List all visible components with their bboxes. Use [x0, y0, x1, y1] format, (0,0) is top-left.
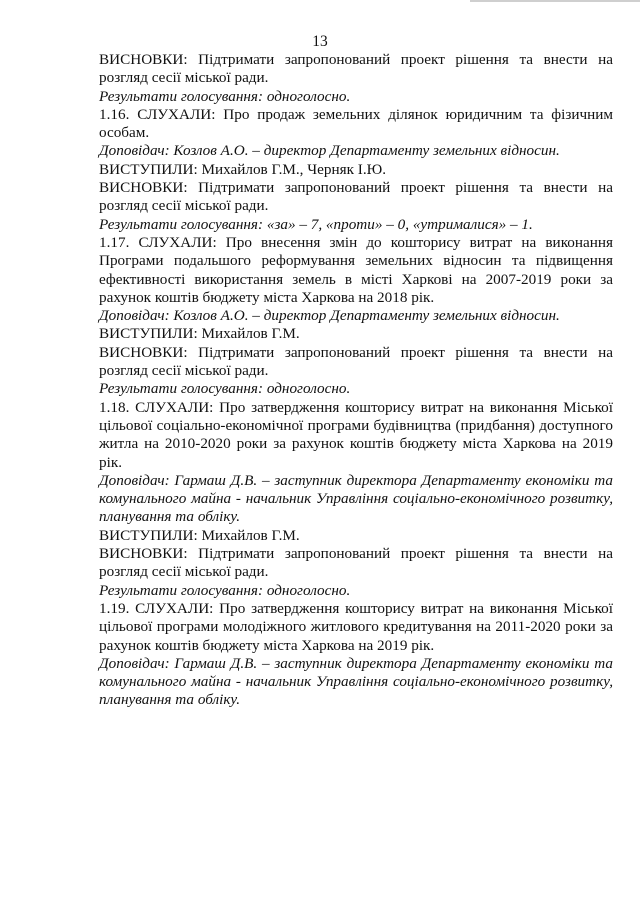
vote-result: Результати голосування: «за» – 7, «проти» – 0, «утрималися» – 1.	[99, 215, 533, 233]
conclusion-text: ВИСНОВКИ: Підтримати запропонований проект рішення та внести на розгляд сесії міської ради.	[99, 545, 613, 581]
speakers-text: ВИСТУПИЛИ: Михайлов Г.М., Черняк І.Ю.	[99, 160, 387, 178]
reporter-text: Доповідач: Козлов А.О. – директор Департаменту земельних відносин.	[99, 142, 560, 160]
reporter-text: Доповідач: Козлов А.О. – директор Департаменту земельних відносин.	[99, 307, 560, 325]
conclusion-text: ВИСНОВКИ: Підтримати запропонований проект рішення та внести на розгляд сесії міської ради.	[99, 343, 613, 380]
heard-item-1-18: 1.18. СЛУХАЛИ: Про затвердження кошторису витрат на виконання Міської цільової соціально-економічної програми будівництва (придбання) доступного житла на 2010-2020 роки за рахунок коштів бюджету міста Харкова на 2019 рік.	[99, 398, 613, 471]
reporter-text: Доповідач: Гармаш Д.В. – заступник директора Департаменту економіки та комунального майна - начальник Управління соціально-економічного розвитку, планування та обліку.	[99, 471, 613, 526]
heard-item-1-19: 1.19. СЛУХАЛИ: Про затвердження кошторису витрат на виконання Міської цільової програми молодіжного житлового кредитування на 2011-2020 роки за рахунок коштів бюджету міста Харкова на 2019 рік.	[99, 599, 613, 654]
speakers-text: ВИСТУПИЛИ: Михайлов Г.М.	[99, 325, 300, 343]
vote-result: Результати голосування: одноголосно.	[99, 380, 351, 398]
reporter-text: Доповідач: Гармаш Д.В. – заступник директора Департаменту економіки та комунального майна - начальник Управління соціально-економічного розвитку, планування та обліку.	[99, 654, 613, 709]
conclusion-text: ВИСНОВКИ: Підтримати запропонований проект рішення та внести на розгляд сесії міської ради.	[99, 179, 613, 215]
page-number: 13	[312, 33, 328, 50]
vote-result: Результати голосування: одноголосно.	[99, 87, 351, 105]
conclusion-text: ВИСНОВКИ: Підтримати запропонований проект рішення та внести на розгляд сесії міської ради.	[99, 51, 613, 87]
document-body	[99, 51, 613, 710]
vote-result: Результати голосування: одноголосно.	[99, 581, 351, 599]
speakers-text: ВИСТУПИЛИ: Михайлов Г.М.	[99, 526, 300, 544]
heard-item-1-17: 1.17. СЛУХАЛИ: Про внесення змін до кошторису витрат на виконання Програми подальшого реформування земельних відносин та підвищення ефективності використання земель в місті Харкові на 2007-2019 роки за рахунок коштів бюджету міста Харкова на 2018 рік.	[99, 233, 613, 306]
top-edge-line	[0, 0, 640, 2]
heard-item-1-16: 1.16. СЛУХАЛИ: Про продаж земельних ділянок юридичним та фізичним особам.	[99, 105, 613, 142]
